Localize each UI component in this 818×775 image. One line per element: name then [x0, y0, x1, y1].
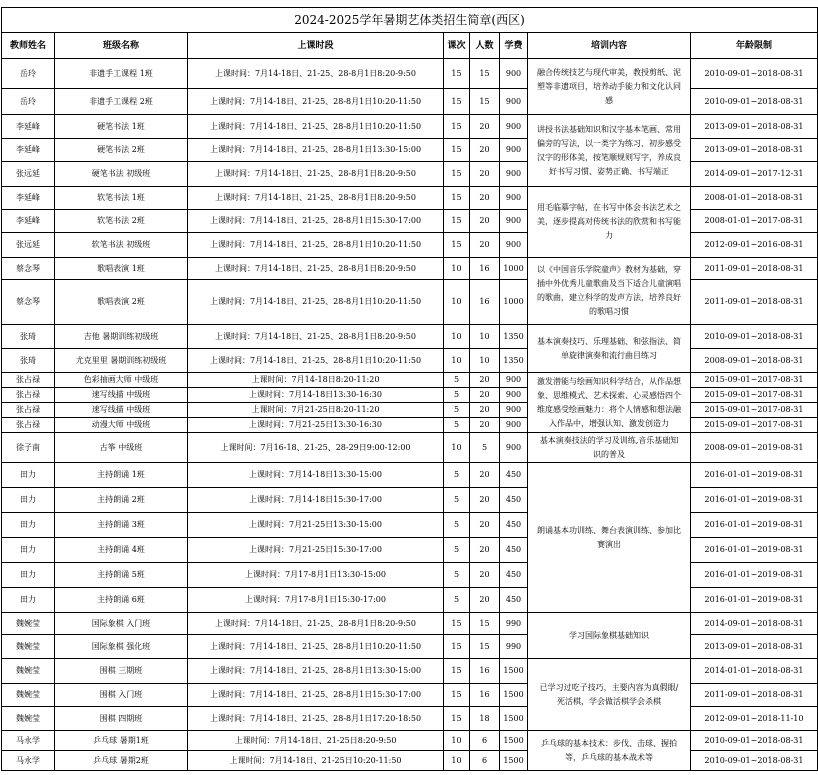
sessions-cell: 15	[444, 707, 470, 731]
time-cell: 上课时间：7月14-18日、21-25、28-8月1日8:20-9:50	[188, 59, 444, 89]
sessions-cell: 5	[444, 563, 470, 588]
class-cell: 主持朗诵 4班	[55, 538, 188, 563]
age-limit-cell: 2014-09-01~2018-08-31	[691, 613, 818, 635]
time-cell: 上课时间：7月14-18日、21-25、28-8月1日10:20-11:50	[188, 349, 444, 373]
sessions-cell: 15	[444, 89, 470, 115]
table-row	[2, 139, 818, 162]
people-cell: 16	[470, 280, 500, 325]
fee-cell: 900	[500, 403, 528, 418]
header-age: 年龄限制	[691, 33, 818, 59]
class-cell: 软笔书法 初级班	[55, 233, 188, 258]
header-teacher: 教师姓名	[2, 33, 55, 59]
time-cell: 上课时间：7月21-25日8:20-11:20	[188, 403, 444, 418]
fee-cell: 450	[500, 538, 528, 563]
table-row	[2, 233, 818, 258]
sessions-cell: 5	[444, 488, 470, 513]
time-cell: 上课时间：7月14-18日、21-25、28-8月1日13:30-15:00	[188, 139, 444, 162]
age-limit-cell: 2016-01-01~2019-08-31	[691, 563, 818, 588]
people-cell: 10	[470, 325, 500, 349]
teacher-cell: 蔡念琴	[2, 258, 55, 280]
table-row	[2, 403, 818, 418]
training-content-cell: 融合传统技艺与现代审美，教授剪纸、泥塑等非遗项目，培养动手能力和文化认同感	[528, 59, 691, 115]
table-row	[2, 187, 818, 210]
people-cell: 6	[470, 731, 500, 751]
training-content-cell: 学习国际象棋基础知识	[528, 613, 691, 659]
class-cell: 古筝 中级班	[55, 433, 188, 463]
time-cell: 上课时间：7月14-18日、21-25、28-8月1日8:20-9:50	[188, 258, 444, 280]
class-cell: 乒乓球 暑期1班	[55, 731, 188, 751]
teacher-cell: 田力	[2, 463, 55, 488]
age-limit-cell: 2010-09-01~2018-08-31	[691, 751, 818, 771]
training-content-cell: 朗诵基本功训练、舞台表演训练、参加比赛演出	[528, 463, 691, 613]
fee-cell: 900	[500, 139, 528, 162]
teacher-cell: 张远延	[2, 162, 55, 187]
age-limit-cell: 2015-09-01~2017-08-31	[691, 373, 818, 388]
class-cell: 软笔书法 1班	[55, 187, 188, 210]
age-limit-cell: 2010-09-01~2018-08-31	[691, 731, 818, 751]
sessions-cell: 15	[444, 210, 470, 233]
people-cell: 20	[470, 563, 500, 588]
sessions-cell: 10	[444, 280, 470, 325]
fee-cell: 900	[500, 418, 528, 433]
class-cell: 色彩抽画大师 中级班	[55, 373, 188, 388]
table-row	[2, 418, 818, 433]
teacher-cell: 马永学	[2, 751, 55, 771]
sessions-cell: 10	[444, 258, 470, 280]
age-limit-cell: 2014-09-01~2017-12-31	[691, 162, 818, 187]
teacher-cell: 李延峰	[2, 187, 55, 210]
fee-cell: 900	[500, 388, 528, 403]
time-cell: 上课时间：7月21-25日15:30-17:00	[188, 538, 444, 563]
fee-cell: 900	[500, 187, 528, 210]
people-cell: 6	[470, 751, 500, 771]
sessions-cell: 15	[444, 187, 470, 210]
class-cell: 主持朗诵 2班	[55, 488, 188, 513]
people-cell: 20	[470, 403, 500, 418]
fee-cell: 450	[500, 488, 528, 513]
age-limit-cell: 2010-09-01~2018-08-31	[691, 59, 818, 89]
training-content-cell: 激发潜能与绘画知识科学结合，从作品想象、思维模式、艺术探索、心灵感悟四个维度感受绘画魅力：将个人情感和想法融入作品中，增强认知、激发创造力	[528, 373, 691, 433]
time-cell: 上课时间：7月14-18日、21-25、28-8月1日13:30-15:00	[188, 659, 444, 684]
class-cell: 主持朗诵 5班	[55, 563, 188, 588]
sessions-cell: 10	[444, 349, 470, 373]
age-limit-cell: 2008-01-01~2017-08-31	[691, 210, 818, 233]
age-limit-cell: 2013-09-01~2018-08-31	[691, 115, 818, 139]
table-row	[2, 731, 818, 751]
time-cell: 上课时间：7月14-18日、21-25日8:20-9:50	[188, 731, 444, 751]
class-cell: 吉他 暑期训练初级班	[55, 325, 188, 349]
class-cell: 围棋 四期班	[55, 707, 188, 731]
table-row	[2, 59, 818, 89]
teacher-cell: 徐子南	[2, 433, 55, 463]
sessions-cell: 5	[444, 538, 470, 563]
people-cell: 15	[470, 635, 500, 659]
time-cell: 上课时间：7月14-18日、21-25、28-8月1日8:20-9:50	[188, 187, 444, 210]
sessions-cell: 15	[444, 613, 470, 635]
teacher-cell: 张琦	[2, 349, 55, 373]
age-limit-cell: 2013-09-01~2018-08-31	[691, 139, 818, 162]
fee-cell: 900	[500, 89, 528, 115]
age-limit-cell: 2014-01-01~2018-08-31	[691, 659, 818, 684]
time-cell: 上课时间：7月17-8月1日13:30-15:00	[188, 563, 444, 588]
table-row	[2, 89, 818, 115]
time-cell: 上课时间：7月14-18日13:30-15:00	[188, 463, 444, 488]
class-cell: 主持朗诵 1班	[55, 463, 188, 488]
fee-cell: 450	[500, 563, 528, 588]
header-sessions: 课次	[444, 33, 470, 59]
header-content: 培训内容	[528, 33, 691, 59]
fee-cell: 1350	[500, 349, 528, 373]
fee-cell: 900	[500, 210, 528, 233]
class-cell: 硬笔书法 初级班	[55, 162, 188, 187]
teacher-cell: 张占禄	[2, 373, 55, 388]
teacher-cell: 张远延	[2, 233, 55, 258]
sessions-cell: 5	[444, 418, 470, 433]
page-title: 2024-2025学年暑期艺体类招生简章(西区)	[2, 8, 818, 33]
people-cell: 16	[470, 258, 500, 280]
time-cell: 上课时间：7月14-18日、21-25、28-8月1日8:20-9:50	[188, 613, 444, 635]
table-row	[2, 280, 818, 325]
fee-cell: 450	[500, 588, 528, 613]
table-row	[2, 588, 818, 613]
class-cell: 硬笔书法 2班	[55, 139, 188, 162]
sessions-cell: 10	[444, 731, 470, 751]
training-content-cell: 讲授书法基础知识和汉字基本笔画、常用偏旁的写法，以一类字为练习、初步感受汉字的形体美，按笔顺规则写字，养成良好书写习惯、姿势正确、书写端正	[528, 115, 691, 187]
class-cell: 速写线描 中级班	[55, 388, 188, 403]
age-limit-cell: 2011-09-01~2018-08-31	[691, 258, 818, 280]
header-time: 上课时段	[188, 33, 444, 59]
class-cell: 主持朗诵 3班	[55, 513, 188, 538]
age-limit-cell: 2016-01-01~2019-08-31	[691, 588, 818, 613]
fee-cell: 900	[500, 115, 528, 139]
class-cell: 歌唱表演 2班	[55, 280, 188, 325]
time-cell: 上课时间：7月21-25日13:30-15:00	[188, 513, 444, 538]
sessions-cell: 5	[444, 403, 470, 418]
age-limit-cell: 2012-09-01~2018-11-10	[691, 707, 818, 731]
time-cell: 上课时间：7月14-18日、21-25、28-8月1日10:20-11:50	[188, 635, 444, 659]
time-cell: 上课时间：7月14-18日、21-25、28-8月1日17:20-18:50	[188, 707, 444, 731]
table-row	[2, 613, 818, 635]
people-cell: 16	[470, 659, 500, 684]
people-cell: 18	[470, 707, 500, 731]
fee-cell: 1500	[500, 659, 528, 684]
training-content-cell: 基本演奏技法的学习及训练,音乐基础知识的普及	[528, 433, 691, 463]
time-cell: 上课时间：7月14-18日、21-25、28-8月1日15:30-17:00	[188, 210, 444, 233]
class-cell: 速写线描 中级班	[55, 403, 188, 418]
time-cell: 上课时间：7月16-18、21-25、28-29日9:00-12:00	[188, 433, 444, 463]
header-fee: 学费	[500, 33, 528, 59]
sessions-cell: 5	[444, 513, 470, 538]
table-row	[2, 349, 818, 373]
people-cell: 5	[470, 433, 500, 463]
people-cell: 20	[470, 115, 500, 139]
teacher-cell: 魏婉莹	[2, 707, 55, 731]
sessions-cell: 15	[444, 659, 470, 684]
fee-cell: 450	[500, 513, 528, 538]
table-row	[2, 707, 818, 731]
time-cell: 上课时间：7月14-18日、21-25、28-8月1日10:20-11:50	[188, 280, 444, 325]
people-cell: 20	[470, 513, 500, 538]
teacher-cell: 魏婉莹	[2, 635, 55, 659]
time-cell: 上课时间：7月14-18日15:30-17:00	[188, 488, 444, 513]
teacher-cell: 张占禄	[2, 418, 55, 433]
age-limit-cell: 2008-09-01~2019-08-31	[691, 433, 818, 463]
fee-cell: 990	[500, 635, 528, 659]
age-limit-cell: 2016-01-01~2019-08-31	[691, 463, 818, 488]
fee-cell: 1000	[500, 258, 528, 280]
class-cell: 围棋 入门班	[55, 684, 188, 707]
sessions-cell: 5	[444, 588, 470, 613]
fee-cell: 900	[500, 233, 528, 258]
age-limit-cell: 2015-09-01~2017-08-31	[691, 403, 818, 418]
table-row	[2, 388, 818, 403]
fee-cell: 1500	[500, 751, 528, 771]
people-cell: 20	[470, 162, 500, 187]
time-cell: 上课时间：7月14-18日13:30-16:30	[188, 388, 444, 403]
table-row	[2, 751, 818, 771]
teacher-cell: 田力	[2, 538, 55, 563]
table-row	[2, 373, 818, 388]
teacher-cell: 田力	[2, 513, 55, 538]
time-cell: 上课时间：7月14-18日、21-25日10:20-11:50	[188, 751, 444, 771]
fee-cell: 1500	[500, 684, 528, 707]
training-content-cell: 用毛临摹字帖，在书写中体会书法艺术之美，逐步提高对传统书法的欣赏和书写能力	[528, 187, 691, 258]
people-cell: 20	[470, 488, 500, 513]
table-row	[2, 488, 818, 513]
class-cell: 尤克里里 暑期训练初级班	[55, 349, 188, 373]
table-row	[2, 258, 818, 280]
people-cell: 20	[470, 139, 500, 162]
people-cell: 16	[470, 684, 500, 707]
class-cell: 围棋 三期班	[55, 659, 188, 684]
teacher-cell: 岳玲	[2, 89, 55, 115]
people-cell: 20	[470, 588, 500, 613]
class-cell: 非遗手工课程 1班	[55, 59, 188, 89]
teacher-cell: 张占禄	[2, 388, 55, 403]
time-cell: 上课时间：7月14-18日、21-25、28-8月1日8:20-9:50	[188, 325, 444, 349]
fee-cell: 990	[500, 613, 528, 635]
header-class: 班级名称	[55, 33, 188, 59]
teacher-cell: 李延峰	[2, 115, 55, 139]
table-row	[2, 162, 818, 187]
teacher-cell: 田力	[2, 588, 55, 613]
age-limit-cell: 2015-09-01~2017-08-31	[691, 418, 818, 433]
people-cell: 20	[470, 388, 500, 403]
teacher-cell: 魏婉莹	[2, 659, 55, 684]
sessions-cell: 15	[444, 162, 470, 187]
time-cell: 上课时间：7月14-18日、21-25、28-8月1日10:20-11:50	[188, 89, 444, 115]
time-cell: 上课时间：7月14-18日、21-25、28-8月1日8:20-9:50	[188, 162, 444, 187]
class-cell: 非遗手工课程 2班	[55, 89, 188, 115]
sessions-cell: 15	[444, 233, 470, 258]
table-row	[2, 513, 818, 538]
time-cell: 上课时间：7月17-8月1日15:30-17:00	[188, 588, 444, 613]
class-cell: 主持朗诵 6班	[55, 588, 188, 613]
teacher-cell: 马永学	[2, 731, 55, 751]
teacher-cell: 张占禄	[2, 403, 55, 418]
class-cell: 硬笔书法 1班	[55, 115, 188, 139]
age-limit-cell: 2016-01-01~2019-08-31	[691, 538, 818, 563]
table-row	[2, 684, 818, 707]
people-cell: 10	[470, 349, 500, 373]
age-limit-cell: 2013-09-01~2018-08-31	[691, 635, 818, 659]
age-limit-cell: 2016-01-01~2019-08-31	[691, 488, 818, 513]
people-cell: 20	[470, 418, 500, 433]
age-limit-cell: 2015-09-01~2017-08-31	[691, 388, 818, 403]
age-limit-cell: 2008-09-01~2018-08-31	[691, 349, 818, 373]
time-cell: 上课时间：7月14-18日、21-25、28-8月1日10:20-11:50	[188, 115, 444, 139]
fee-cell: 1500	[500, 707, 528, 731]
table-row	[2, 563, 818, 588]
table-row	[2, 659, 818, 684]
fee-cell: 1350	[500, 325, 528, 349]
training-content-cell: 以《中国音乐学院童声》教材为基础，穿插中外优秀儿童歌曲及当下适合儿童演唱的歌曲，建立科学的发声方法，培养良好的歌唱习惯	[528, 258, 691, 325]
class-cell: 软笔书法 2班	[55, 210, 188, 233]
people-cell: 20	[470, 210, 500, 233]
people-cell: 15	[470, 613, 500, 635]
fee-cell: 450	[500, 463, 528, 488]
sessions-cell: 15	[444, 115, 470, 139]
people-cell: 20	[470, 463, 500, 488]
people-cell: 20	[470, 187, 500, 210]
people-cell: 15	[470, 89, 500, 115]
people-cell: 20	[470, 233, 500, 258]
class-cell: 乒乓球 暑期2班	[55, 751, 188, 771]
training-content-cell: 乒乓球的基本技术：步伐、击球、握拍等，乒乓球的基本战术等	[528, 731, 691, 771]
age-limit-cell: 2010-09-01~2018-08-31	[691, 89, 818, 115]
sessions-cell: 10	[444, 433, 470, 463]
sessions-cell: 5	[444, 388, 470, 403]
people-cell: 20	[470, 373, 500, 388]
table-row	[2, 325, 818, 349]
sessions-cell: 15	[444, 59, 470, 89]
fee-cell: 1500	[500, 731, 528, 751]
table-row	[2, 463, 818, 488]
header-row	[2, 33, 818, 59]
age-limit-cell: 2016-01-01~2019-08-31	[691, 513, 818, 538]
table-row	[2, 538, 818, 563]
sessions-cell: 15	[444, 684, 470, 707]
sessions-cell: 10	[444, 325, 470, 349]
class-cell: 国际象棋 入门班	[55, 613, 188, 635]
header-people: 人数	[470, 33, 500, 59]
fee-cell: 1000	[500, 280, 528, 325]
teacher-cell: 李延峰	[2, 210, 55, 233]
sessions-cell: 5	[444, 463, 470, 488]
class-cell: 动漫大师 中级班	[55, 418, 188, 433]
teacher-cell: 魏婉莹	[2, 684, 55, 707]
fee-cell: 900	[500, 373, 528, 388]
sessions-cell: 15	[444, 635, 470, 659]
table-row	[2, 210, 818, 233]
class-cell: 国际象棋 强化班	[55, 635, 188, 659]
age-limit-cell: 2011-09-01~2018-08-31	[691, 280, 818, 325]
teacher-cell: 魏婉莹	[2, 613, 55, 635]
age-limit-cell: 2011-09-01~2018-08-31	[691, 684, 818, 707]
sessions-cell: 10	[444, 751, 470, 771]
fee-cell: 900	[500, 162, 528, 187]
enrollment-table	[1, 7, 818, 771]
age-limit-cell: 2012-09-01~2016-08-31	[691, 233, 818, 258]
table-row	[2, 635, 818, 659]
training-content-cell: 基本演奏技巧、乐理基础、和弦指法、简单旋律演奏和流行曲目练习	[528, 325, 691, 373]
time-cell: 上课时间：7月21-25日13:30-16:30	[188, 418, 444, 433]
age-limit-cell: 2010-09-01~2018-08-31	[691, 325, 818, 349]
training-content-cell: 已学习过吃子技巧，主要内容为真假眼/死活棋，学会做活棋学会杀棋	[528, 659, 691, 731]
people-cell: 20	[470, 538, 500, 563]
class-cell: 歌唱表演 1班	[55, 258, 188, 280]
teacher-cell: 岳玲	[2, 59, 55, 89]
age-limit-cell: 2008-01-01~2018-08-31	[691, 187, 818, 210]
teacher-cell: 田力	[2, 488, 55, 513]
teacher-cell: 张琦	[2, 325, 55, 349]
people-cell: 15	[470, 59, 500, 89]
sessions-cell: 5	[444, 373, 470, 388]
table-row	[2, 433, 818, 463]
teacher-cell: 蔡念琴	[2, 280, 55, 325]
teacher-cell: 田力	[2, 563, 55, 588]
teacher-cell: 李延峰	[2, 139, 55, 162]
sessions-cell: 15	[444, 139, 470, 162]
time-cell: 上课时间：7月14-18日8:20-11:20	[188, 373, 444, 388]
fee-cell: 900	[500, 433, 528, 463]
time-cell: 上课时间：7月14-18日、21-25、28-8月1日15:30-17:00	[188, 684, 444, 707]
time-cell: 上课时间：7月14-18日、21-25、28-8月1日10:20-11:50	[188, 233, 444, 258]
table-row	[2, 115, 818, 139]
fee-cell: 900	[500, 59, 528, 89]
